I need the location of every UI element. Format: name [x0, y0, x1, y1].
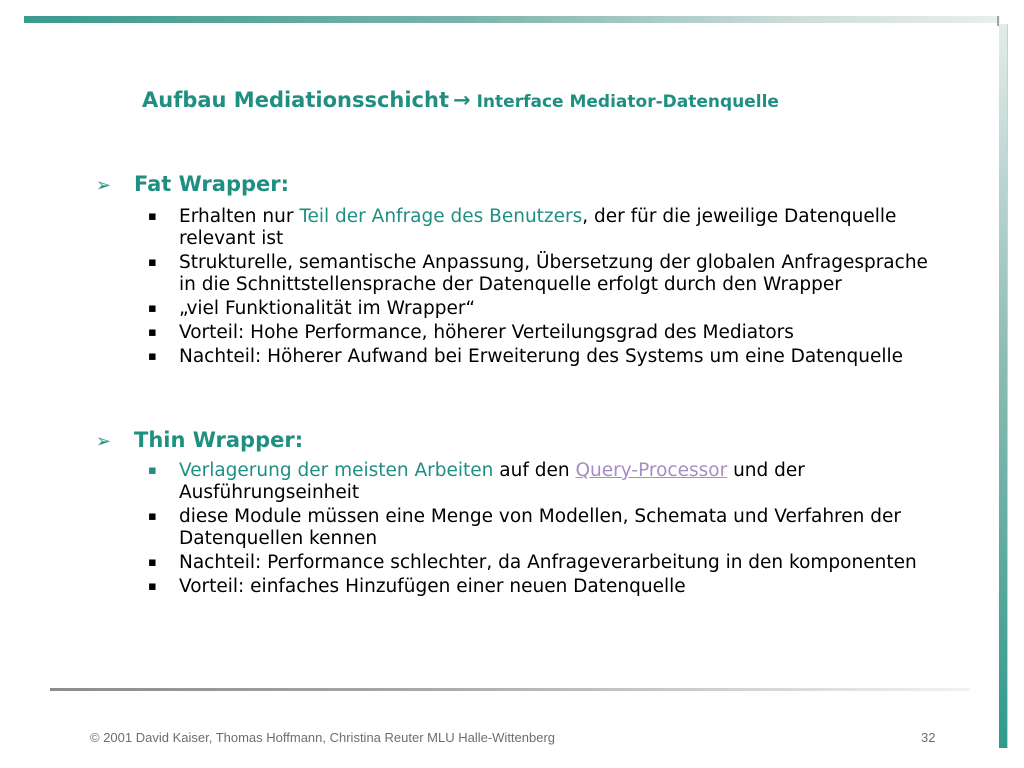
section-heading-text: Thin Wrapper: — [134, 428, 304, 452]
slide-title — [142, 88, 779, 112]
bottom-divider — [50, 688, 970, 691]
item-text: Vorteil: Hohe Performance, höherer Verteilungsgrad des Mediators — [179, 322, 794, 343]
right-decor-line — [1007, 24, 1008, 748]
section-heading-fat-wrapper — [96, 172, 289, 196]
item-highlight: Verlagerung der meisten Arbeiten — [179, 460, 494, 481]
arrow-bullet-icon: ➢ — [96, 431, 112, 452]
square-bullet-icon: ▪ — [148, 349, 157, 364]
fat-wrapper-list — [148, 206, 938, 370]
list-item — [148, 252, 938, 296]
item-text: und der Ausführungseinheit — [179, 460, 805, 503]
right-decor-bar — [999, 24, 1007, 748]
page-number: 32 — [921, 730, 936, 745]
list-item — [148, 206, 938, 250]
square-bullet-icon: ▪ — [148, 463, 157, 478]
square-bullet-icon: ▪ — [148, 579, 157, 594]
section-heading-thin-wrapper — [96, 428, 303, 452]
item-text: auf den — [493, 460, 576, 481]
item-text: Strukturelle, semantische Anpassung, Übersetzung der globalen Anfragesprache in die Schnittstellensprache der Datenquelle erfolgt durch den Wrapper — [179, 252, 928, 295]
list-item — [148, 552, 938, 574]
list-item — [148, 576, 938, 598]
thin-wrapper-list — [148, 460, 938, 600]
list-item — [148, 298, 938, 320]
list-item — [148, 460, 938, 504]
square-bullet-icon: ▪ — [148, 301, 157, 316]
query-processor-link[interactable]: Query-Processor — [575, 460, 728, 481]
item-text: Vorteil: einfaches Hinzufügen einer neuen Datenquelle — [179, 576, 686, 597]
square-bullet-icon: ▪ — [148, 325, 157, 340]
item-text: diese Module müssen eine Menge von Modellen, Schemata und Verfahren der Datenquellen kennen — [179, 506, 901, 549]
section-heading-text: Fat Wrapper: — [134, 172, 290, 196]
item-text: „viel Funktionalität im Wrapper“ — [179, 298, 476, 319]
item-text: Nachteil: Performance schlechter, da Anfrageverarbeitung in den komponenten — [179, 552, 917, 573]
list-item — [148, 346, 938, 368]
square-bullet-icon: ▪ — [148, 509, 157, 524]
square-bullet-icon: ▪ — [148, 209, 157, 224]
footer-copyright: © 2001 David Kaiser, Thomas Hoffmann, Christina Reuter MLU Halle-Wittenberg — [90, 730, 556, 745]
title-main: Aufbau Mediationsschicht — [142, 88, 449, 112]
title-sub: Interface Mediator-Datenquelle — [476, 92, 779, 112]
square-bullet-icon: ▪ — [148, 255, 157, 270]
arrow-right-icon: → — [453, 88, 471, 112]
item-highlight: Teil der Anfrage des Benutzers — [299, 206, 583, 227]
item-text: Erhalten nur — [179, 206, 300, 227]
list-item — [148, 506, 938, 550]
item-text: Nachteil: Höherer Aufwand bei Erweiterung des Systems um eine Datenquelle — [179, 346, 904, 367]
square-bullet-icon: ▪ — [148, 555, 157, 570]
top-decor-bar — [24, 16, 1000, 23]
list-item — [148, 322, 938, 344]
item-text: , der für die jeweilige Datenquelle relevant ist — [179, 206, 897, 249]
arrow-bullet-icon: ➢ — [96, 175, 112, 196]
